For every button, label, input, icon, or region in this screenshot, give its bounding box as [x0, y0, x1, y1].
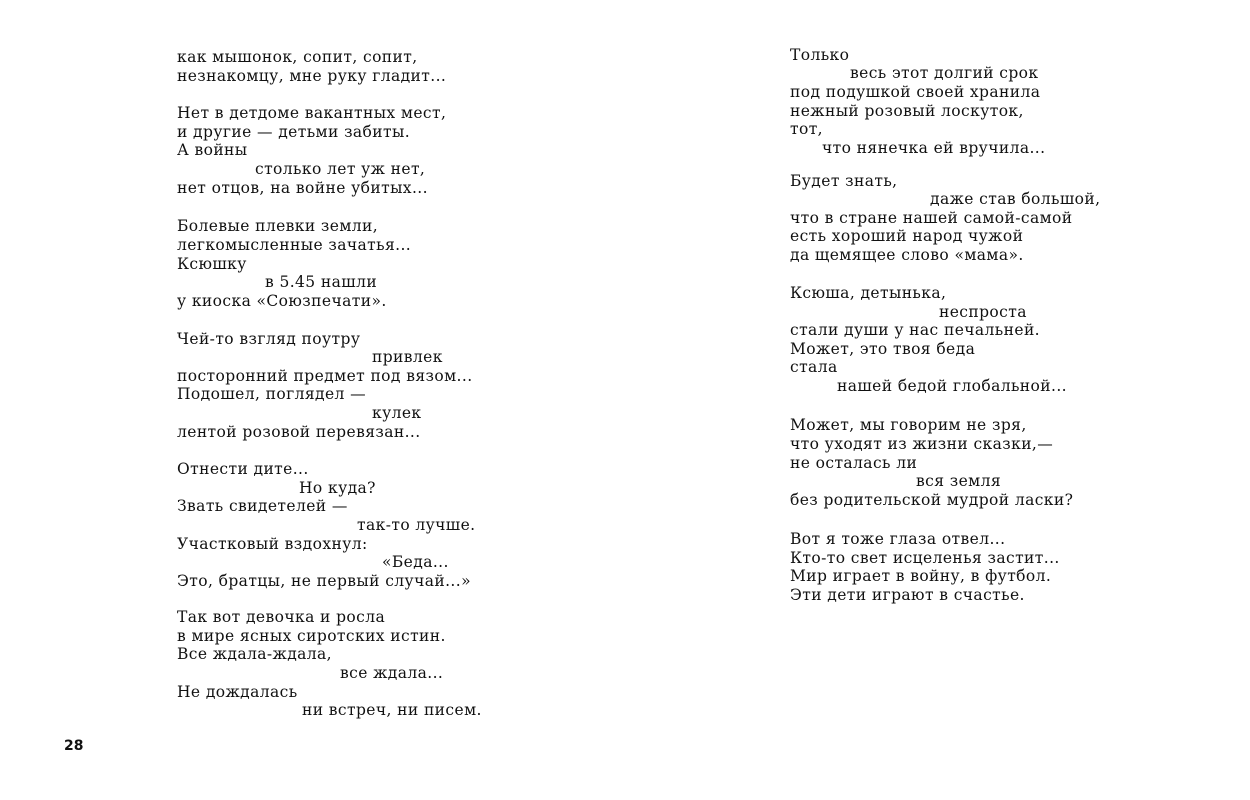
poem-line: что уходят из жизни сказки,—	[790, 435, 1054, 453]
page-number: 28	[64, 738, 84, 754]
right-page	[625, 0, 1250, 800]
poem-line: Только	[790, 46, 850, 64]
poem-line: привлек	[372, 348, 443, 366]
poem-line: Вот я тоже глаза отвел...	[790, 530, 1006, 548]
poem-line: тот,	[790, 120, 824, 138]
poem-line: Отнести дите...	[177, 460, 309, 478]
poem-line: Все ждала-ждала,	[177, 645, 332, 663]
poem-line: Не дождалась	[177, 683, 298, 701]
poem-line: Это, братцы, не первый случай...»	[177, 572, 471, 590]
poem-line: у киоска «Союзпечати».	[177, 292, 387, 310]
poem-line: неспроста	[939, 303, 1027, 321]
poem-line: стала	[790, 358, 838, 376]
poem-line: посторонний предмет под вязом...	[177, 367, 473, 385]
poem-line: не осталась ли	[790, 454, 918, 472]
poem-line: Мир играет в войну, в футбол.	[790, 567, 1052, 585]
poem-line: Эти дети играют в счастье.	[790, 586, 1025, 604]
poem-line: вся земля	[916, 472, 1002, 490]
poem-line: есть хороший народ чужой	[790, 227, 1024, 245]
poem-line: Будет знать,	[790, 172, 898, 190]
poem-line: Может, это твоя беда	[790, 340, 976, 358]
poem-line: кулек	[372, 404, 422, 422]
poem-line: Но куда?	[299, 479, 376, 497]
poem-line: Может, мы говорим не зря,	[790, 416, 1027, 434]
poem-line: легкомысленные зачатья...	[177, 236, 412, 254]
poem-line: А войны	[177, 141, 248, 159]
poem-line: все ждала...	[340, 664, 444, 682]
poem-line: нежный розовый лоскуток,	[790, 102, 1024, 120]
poem-line: нашей бедой глобальной...	[837, 377, 1067, 395]
poem-line: да щемящее слово «мама».	[790, 246, 1024, 264]
poem-line: лентой розовой перевязан...	[177, 423, 421, 441]
poem-line: что в стране нашей самой-самой	[790, 209, 1073, 227]
poem-line: Болевые плевки земли,	[177, 217, 379, 235]
poem-line: как мышонок, сопит, сопит,	[177, 48, 418, 66]
poem-line: весь этот долгий срок	[850, 64, 1039, 82]
poem-line: нет отцов, на войне убитых...	[177, 179, 428, 197]
poem-line: незнакомцу, мне руку гладит...	[177, 67, 447, 85]
poem-line: Подошел, поглядел —	[177, 385, 367, 403]
poem-line: «Беда...	[382, 553, 449, 571]
poem-line: даже став большой,	[930, 190, 1101, 208]
poem-line: под подушкой своей хранила	[790, 83, 1041, 101]
poem-line: ни встреч, ни писем.	[302, 701, 482, 719]
poem-line: так-то лучше.	[357, 516, 476, 534]
poem-line: Чей-то взгляд поутру	[177, 330, 361, 348]
poem-line: Кто-то свет исцеленья застит...	[790, 549, 1060, 567]
poem-line: Участковый вздохнул:	[177, 535, 368, 553]
poem-line: без родительской мудрой ласки?	[790, 491, 1074, 509]
poem-line: и другие — детьми забиты.	[177, 123, 411, 141]
poem-line: стали души у нас печальней.	[790, 321, 1040, 339]
poem-line: столько лет уж нет,	[255, 160, 426, 178]
poem-line: Ксюшку	[177, 255, 247, 273]
poem-line: в 5.45 нашли	[265, 273, 378, 291]
poem-line: Так вот девочка и росла	[177, 608, 386, 626]
poem-line: Звать свидетелей —	[177, 497, 348, 515]
poem-line: Нет в детдоме вакантных мест,	[177, 104, 447, 122]
poem-line: в мире ясных сиротских истин.	[177, 627, 446, 645]
poem-line: что нянечка ей вручила...	[822, 139, 1046, 157]
poem-line: Ксюша, детынька,	[790, 284, 947, 302]
